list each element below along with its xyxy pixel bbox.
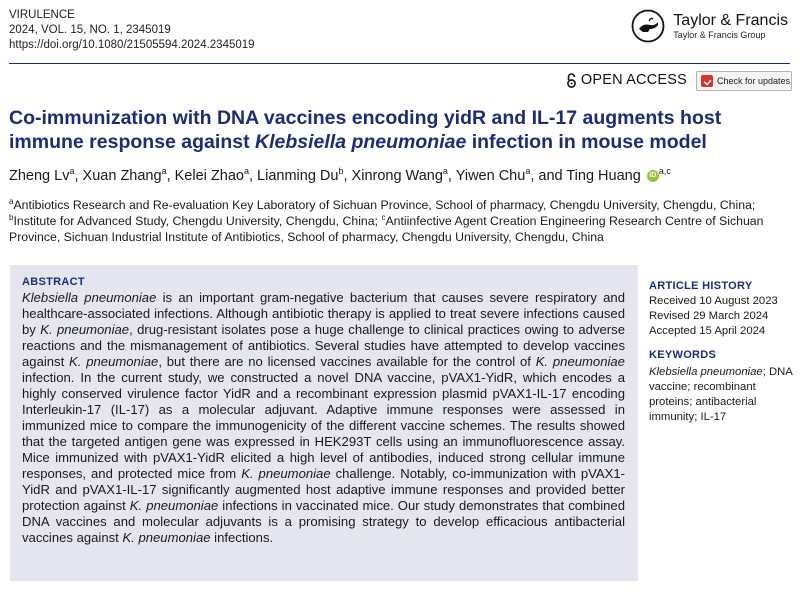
- abstract-text: K. pneumoniae: [69, 354, 159, 369]
- affiliation-mark: c: [381, 212, 386, 222]
- author-name[interactable]: Xuan Zhang: [82, 168, 162, 184]
- abstract-text: is an important gram-negative bacterium that causes severe respiratory and healthcare-associated infections. Although antibiotic therapy is applied to treat severe infections caused by: [22, 290, 625, 337]
- author-name[interactable]: Yiwen Chu: [455, 168, 526, 184]
- received-date: Received 10 August 2023: [649, 295, 778, 307]
- check-updates-label: Check for updates: [717, 76, 791, 86]
- doi-link[interactable]: https://doi.org/10.1080/21505594.2024.2345019: [9, 39, 255, 51]
- keywords-list: [649, 365, 799, 425]
- author-affiliation-mark: a: [243, 166, 249, 177]
- abstract-heading: ABSTRACT: [22, 276, 85, 288]
- author-affiliation-mark: a: [525, 166, 531, 177]
- author-affiliation-mark: a: [442, 166, 448, 177]
- keyword-first: Klebsiella pneumoniae: [649, 366, 763, 378]
- abstract-text: Klebsiella pneumoniae: [22, 290, 157, 305]
- author-list: Zheng Lv$^a$, Xuan Zhang$^a$, Kelei Zhao$^a$, Lianming Du$^b$, Xinrong Wang$^a$, Yiwen Chu$^a$, and Ting Huang iD $^{a,c}$: [9, 166, 671, 184]
- abstract-text: infections.: [210, 530, 274, 545]
- affiliation-b: Institute for Advanced Study, Chengdu University, Chengdu, China;: [13, 214, 379, 228]
- abstract-text: K. pneumoniae: [122, 530, 211, 545]
- keyword-rest: ; DNA vaccine; recombinant proteins; antibacterial immunity; IL-17: [649, 366, 793, 423]
- title-part1: Co-immunization with DNA vaccines encoding yidR and IL-17 augments host immune response against: [9, 107, 722, 153]
- open-access-badge: [566, 72, 687, 88]
- abstract-text: , but there are no licensed vaccines available for the control of: [158, 354, 536, 369]
- orcid-icon[interactable]: iD: [647, 170, 659, 182]
- publisher-name: Taylor & Francis: [673, 11, 788, 29]
- lamp-logo-icon: [631, 9, 665, 43]
- author-name[interactable]: Lianming Du: [257, 168, 339, 184]
- author-name[interactable]: Ting Huang: [566, 168, 641, 184]
- journal-name: VIRULENCE: [9, 9, 75, 21]
- abstract-text: K. pneumoniae: [129, 498, 219, 513]
- revised-date: Revised 29 March 2024: [649, 310, 769, 322]
- author-name[interactable]: Kelei Zhao: [174, 168, 244, 184]
- open-access-label: OPEN ACCESS: [580, 72, 687, 88]
- check-for-updates-button[interactable]: [696, 71, 792, 91]
- author-affiliation-mark: a: [161, 166, 167, 177]
- title-species: Klebsiella pneumoniae: [255, 131, 467, 153]
- abstract-text: challenge. Notably, co-immunization with pVAX1-YidR and pVAX1-IL-17 significantly augmented host adaptive immune responses and provided better protection against: [22, 466, 625, 513]
- affiliation-mark: b: [9, 212, 14, 222]
- publisher-logo[interactable]: [631, 9, 788, 43]
- article-title: [9, 106, 789, 154]
- author-affiliation-mark: b: [338, 166, 344, 177]
- keywords: [649, 348, 799, 425]
- author-name[interactable]: Xinrong Wang: [351, 168, 443, 184]
- author-affiliation-mark: a: [69, 166, 75, 177]
- abstract-text: infections in vaccinated mice. Our study demonstrates that combined DNA vaccines and molecular adjuvants is a promising strategy to develop efficacious antibacterial vaccines against: [22, 498, 625, 545]
- title-part2: infection in mouse model: [466, 131, 707, 153]
- author-connector: , and: [530, 168, 567, 184]
- journal-meta: [9, 8, 255, 53]
- keywords-heading: KEYWORDS: [649, 349, 717, 361]
- affiliation-mark: a: [9, 196, 14, 206]
- affiliation-c: Antiinfective Agent Creation Engineering Research Centre of Sichuan Province, Sichuan Industrial Institute of Antibiotics, School of pharmacy, Chengdu University, Chengdu, China: [9, 214, 764, 244]
- affiliations: [9, 197, 791, 245]
- abstract-text: infection. In the current study, we constructed a novel DNA vaccine, pVAX1-YidR, which encodes a highly conserved virulence factor YidR and a recombinant expression plasmid pVAX1-IL-17 encoding Interleukin-17 (IL-17) as a molecular adjuvant. Adaptive immune responses were assessed in immunized mice to compare the immunogenicity of the different vaccine schemes. The results showed that the targeted antigen gene was expressed in HEK293T cells using an immunofluorescence assay. Mice immunized with pVAX1-YidR elicited a high level of antibodies, induced strong cellular immune responses, and protected mice from: [22, 370, 625, 481]
- abstract-text: K. pneumoniae: [241, 466, 331, 481]
- abstract-body: [22, 290, 625, 546]
- header-divider: [9, 63, 790, 64]
- article-history-heading: ARTICLE HISTORY: [649, 280, 753, 292]
- author-affiliation-mark: a,c: [658, 166, 671, 177]
- abstract-text: K. pneumoniae: [535, 354, 625, 369]
- abstract-text: , drug-resistant isolates pose a huge challenge to clinical practices owing to adverse reactions and the mismanagement of antibiotics. Several studies have attempted to develop vaccines against: [22, 322, 625, 369]
- accepted-date: Accepted 15 April 2024: [649, 325, 766, 337]
- affiliation-a: Antibiotics Research and Re-evaluation Key Laboratory of Sichuan Province, School of pharmacy, Chengdu University, Chengdu, China;: [13, 198, 756, 212]
- open-lock-icon: [566, 73, 577, 88]
- article-history: [649, 279, 799, 339]
- crossmark-icon: [701, 75, 713, 87]
- author-name[interactable]: Zheng Lv: [9, 168, 70, 184]
- abstract-text: K. pneumoniae: [40, 322, 130, 337]
- publisher-group: Taylor & Francis Group: [673, 29, 766, 40]
- volume-line: 2024, VOL. 15, NO. 1, 2345019: [9, 24, 171, 36]
